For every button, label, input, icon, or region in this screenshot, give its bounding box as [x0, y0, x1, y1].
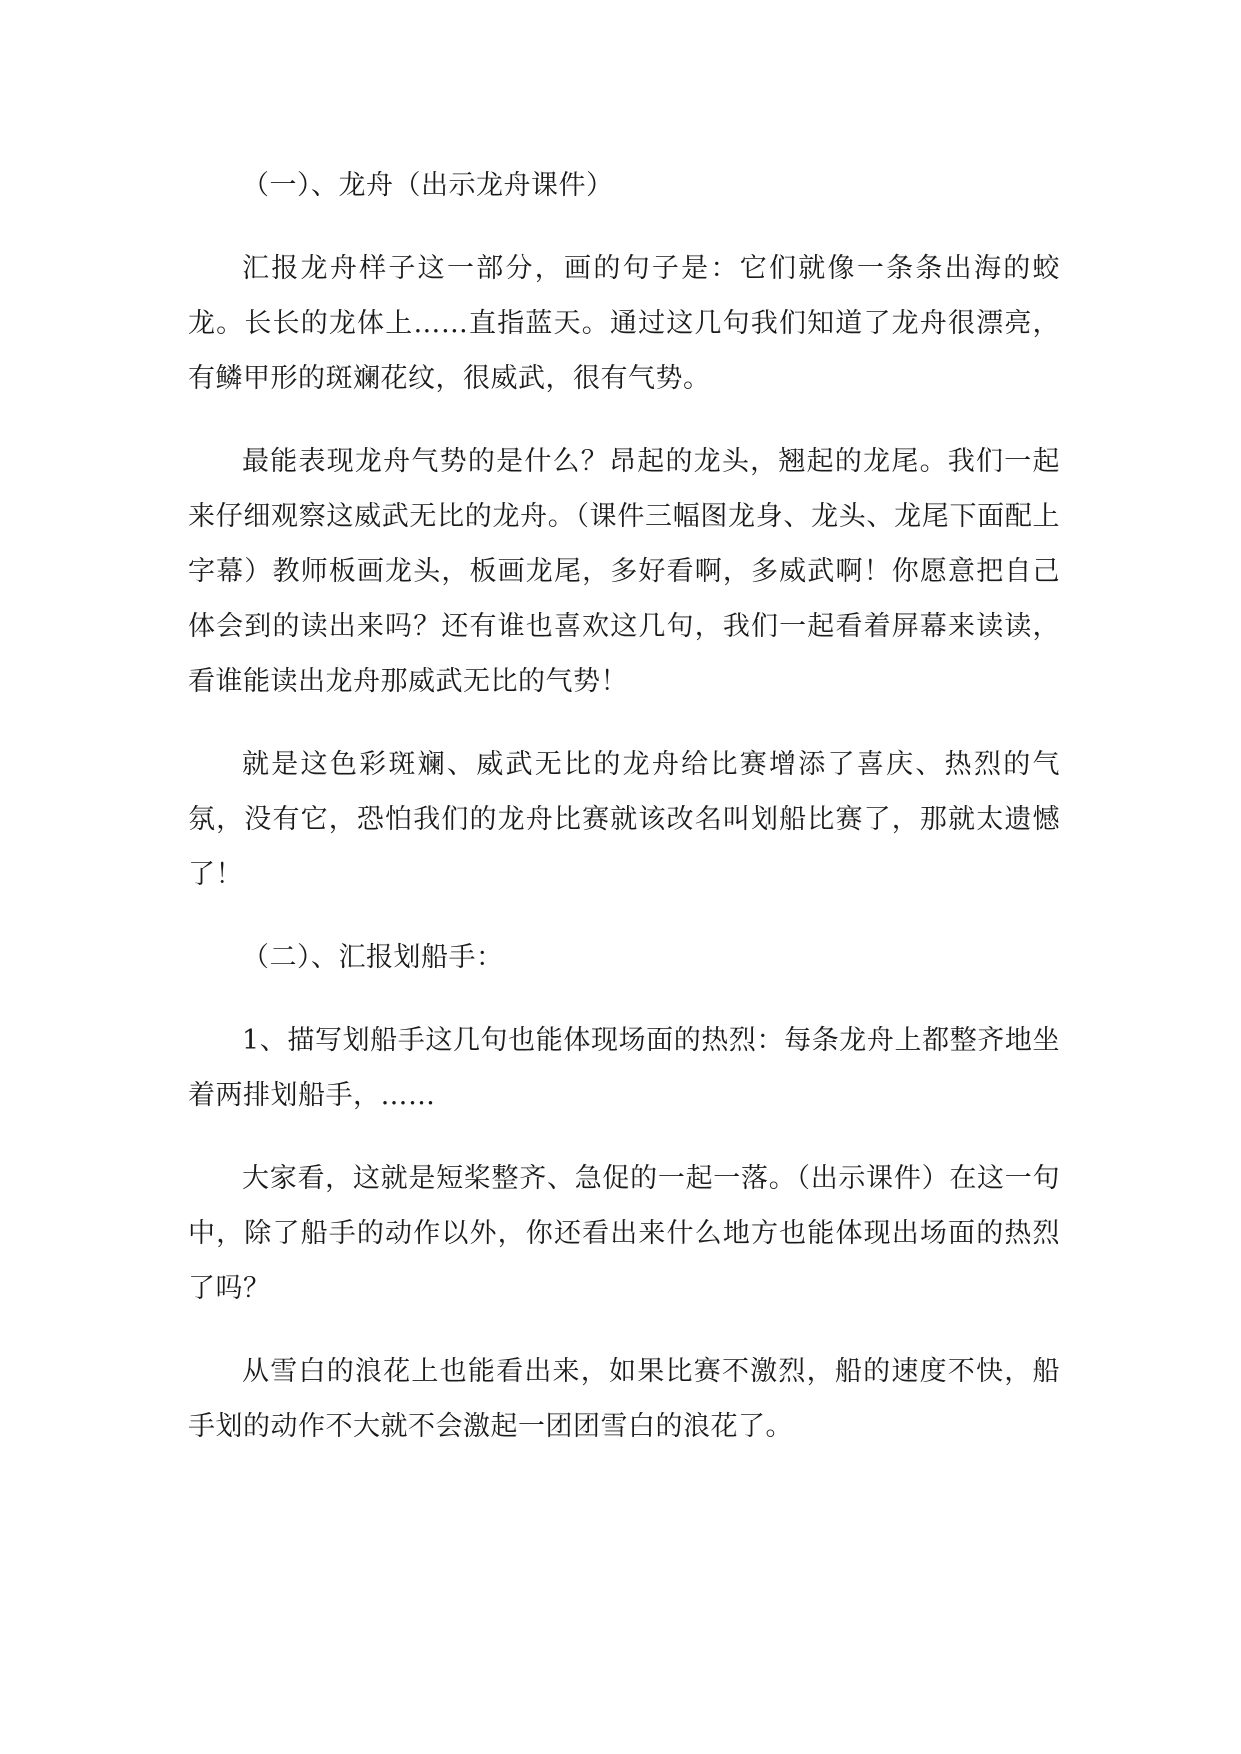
paragraph-dragon-boat-appearance: 汇报龙舟样子这一部分，画的句子是：它们就像一条条出海的蛟龙。长长的龙体上……直指蓝天。通过这几句我们知道了龙舟很漂亮，有鳞甲形的斑斓花纹，很威武，很有气势。: [188, 253, 1060, 394]
document-body: [188, 158, 1060, 1482]
paragraph-oars-rhythm: 大家看，这就是短桨整齐、急促的一起一落。（出示课件）在这一句中，除了船手的动作以外，你还看出来什么地方也能体现出场面的热烈了吗？: [188, 1163, 1060, 1304]
paragraph-white-spray: 从雪白的浪花上也能看出来，如果比赛不激烈，船的速度不快，船手划的动作不大就不会激起一团团雪白的浪花了。: [188, 1356, 1060, 1442]
paragraph-rowers-description: 1、描写划船手这几句也能体现场面的热烈：每条龙舟上都整齐地坐着两排划船手，……: [188, 1025, 1060, 1111]
paragraph-dragon-boat-atmosphere: 就是这色彩斑斓、威武无比的龙舟给比赛增添了喜庆、热烈的气氛，没有它，恐怕我们的龙舟比赛就该改名叫划船比赛了，那就太遗憾了！: [188, 749, 1060, 890]
section-heading-dragon-boat: （一）、龙舟（出示龙舟课件）: [242, 170, 614, 201]
paragraph-dragon-boat-momentum: 最能表现龙舟气势的是什么？昂起的龙头，翘起的龙尾。我们一起来仔细观察这威武无比的龙舟。（课件三幅图龙身、龙头、龙尾下面配上字幕）教师板画龙头，板画龙尾，多好看啊，多威武啊！你愿意把自己体会到的读出来吗？还有谁也喜欢这几句，我们一起看着屏幕来读读，看谁能读出龙舟那威武无比的气势！: [188, 446, 1060, 697]
section-heading-rowers: （二）、汇报划船手：: [242, 942, 504, 973]
